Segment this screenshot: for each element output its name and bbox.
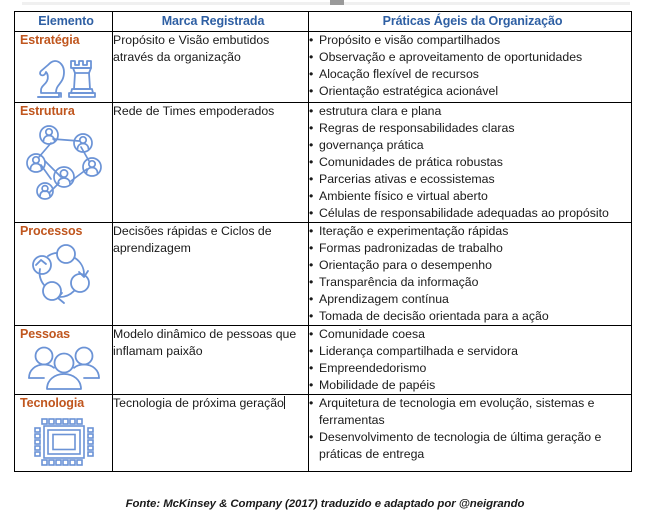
list-item: • Comunidade coesa [309, 326, 631, 343]
practices-cell-estrategia [309, 32, 632, 103]
element-label: Pessoas [20, 327, 71, 341]
list-item: • Regras de responsabilidades claras [309, 120, 631, 137]
brand-cell-estrategia [113, 32, 309, 103]
brand-text: Decisões rápidas e Ciclos de aprendizagem [113, 224, 272, 255]
list-item: • Observação e aproveitamento de oportunidades [309, 49, 631, 66]
brand-cell-processos [113, 223, 309, 326]
people-group-icon [15, 344, 112, 392]
practices-list [309, 223, 631, 325]
list-item: • Empreendedorismo [309, 360, 631, 377]
source-footnote: Fonte: McKinsey & Company (2017) traduzido e adaptado por @neigrando [125, 498, 525, 510]
practices-list [309, 32, 631, 100]
list-item: • Células de responsabilidade adequadas ao propósito [309, 205, 631, 222]
list-item: • Orientação estratégica acionável [309, 83, 631, 100]
element-label: Tecnologia [20, 396, 85, 410]
list-item: • Iteração e experimentação rápidas [309, 223, 631, 240]
brand-text: Propósito e Visão embutidos através da organização [113, 33, 270, 64]
table-row [15, 223, 632, 326]
table-row [15, 395, 632, 472]
list-item: • Propósito e visão compartilhados [309, 32, 631, 49]
list-item: • estrutura clara e plana [309, 103, 631, 120]
microchip-icon [15, 413, 112, 471]
list-item: • Liderança compartilhada e servidora [309, 343, 631, 360]
practices-cell-tecnologia [309, 395, 632, 472]
header-label-praticas-ageis: Práticas Ágeis da Organização [382, 14, 563, 28]
table-row [15, 103, 632, 223]
people-network-icon [15, 121, 112, 201]
list-item: • Mobilidade de papéis [309, 377, 631, 394]
element-cell-estrategia [15, 32, 113, 103]
element-label: Estrutura [20, 104, 75, 118]
list-item: • Transparência da informação [309, 274, 631, 291]
list-item: • Ambiente físico e virtual aberto [309, 188, 631, 205]
header-label-elemento: Elemento [38, 14, 94, 28]
header-cell-elemento [15, 12, 113, 32]
brand-cell-estrutura [113, 103, 309, 223]
header-label-marca-registrada: Marca Registrada [161, 14, 265, 28]
element-label: Estratégia [20, 33, 80, 47]
list-item: • Desenvolvimento de tecnologia de última geração e práticas de entrega [309, 429, 631, 463]
brand-text: Rede de Times empoderados [113, 104, 275, 118]
element-cell-estrutura [15, 103, 113, 223]
text-cursor [284, 396, 285, 409]
header-cell-praticas-ageis [309, 12, 632, 32]
brand-cell-pessoas [113, 326, 309, 395]
element-cell-pessoas [15, 326, 113, 395]
practices-list [309, 326, 631, 394]
top-edge-artifact [22, 2, 630, 5]
table-row [15, 32, 632, 103]
chess-pieces-icon [15, 50, 112, 102]
practices-cell-estrutura [309, 103, 632, 223]
list-item: • Orientação para o desempenho [309, 257, 631, 274]
list-item: • Comunidades de prática robustas [309, 154, 631, 171]
header-cell-marca-registrada [113, 12, 309, 32]
list-item: • Aprendizagem contínua [309, 291, 631, 308]
element-cell-processos [15, 223, 113, 326]
list-item: • Tomada de decisão orientada para a ação [309, 308, 631, 325]
agility-matrix-table-container [14, 11, 631, 472]
element-cell-tecnologia [15, 395, 113, 472]
table-header-row [15, 12, 632, 32]
list-item: • governança prática [309, 137, 631, 154]
brand-text-value: Tecnologia de próxima geração [113, 396, 284, 410]
list-item: • Arquitetura de tecnologia em evolução, sistemas e ferramentas [309, 395, 631, 429]
table-row [15, 326, 632, 395]
practices-cell-processos [309, 223, 632, 326]
practices-list [309, 103, 631, 222]
list-item: • Formas padronizadas de trabalho [309, 240, 631, 257]
brand-cell-tecnologia [113, 395, 309, 472]
cycle-arrows-icon [15, 241, 112, 313]
list-item: • Parcerias ativas e ecossistemas [309, 171, 631, 188]
element-label: Processos [20, 224, 83, 238]
practices-list [309, 395, 631, 463]
practices-cell-pessoas [309, 326, 632, 395]
top-edge-marker [330, 0, 344, 5]
brand-text: Modelo dinâmico de pessoas que inflamam paixão [113, 327, 297, 358]
list-item: • Alocação flexível de recursos [309, 66, 631, 83]
brand-text [113, 395, 308, 412]
agility-matrix-table [14, 11, 632, 472]
